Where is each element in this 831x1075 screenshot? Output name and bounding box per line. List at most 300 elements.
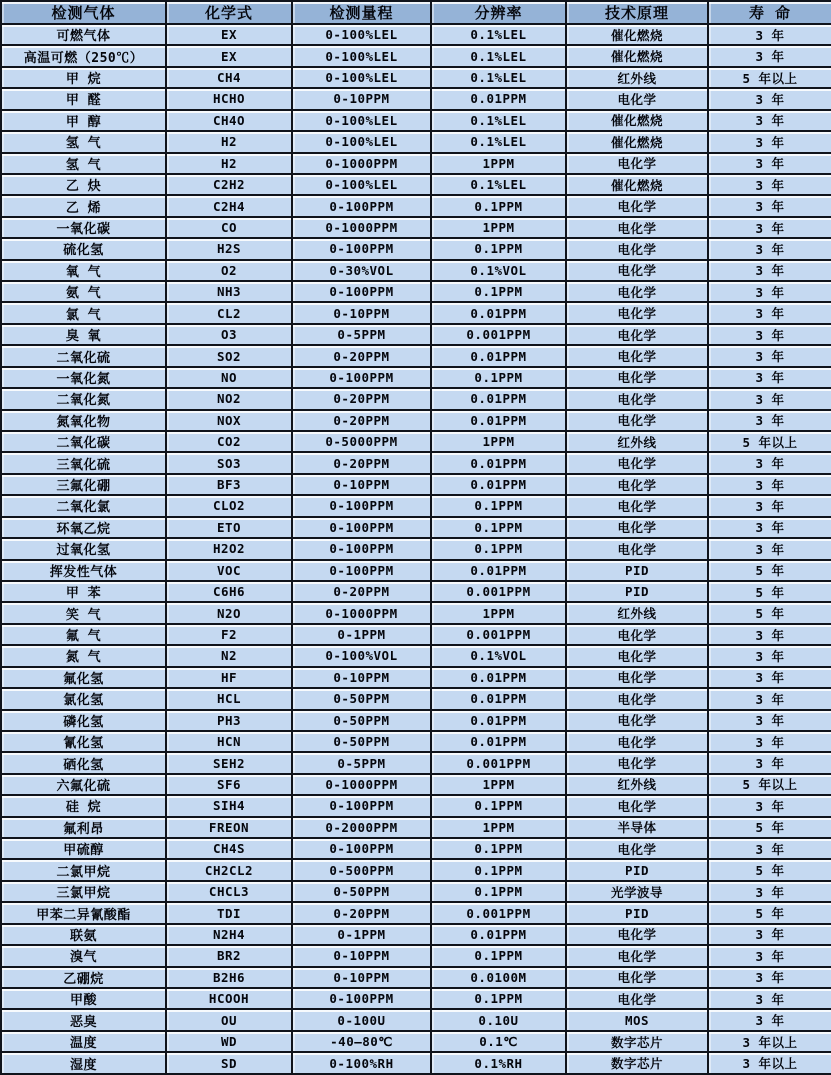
principle-cell: 电化学 — [566, 710, 708, 731]
lifespan-cell: 5 年 — [708, 560, 831, 581]
resolution-cell: 0.1PPM — [431, 988, 566, 1009]
gas-name-cell: 氟化氢 — [1, 667, 166, 688]
table-row — [1, 967, 831, 988]
lifespan-cell: 3 年 — [708, 688, 831, 709]
table-row — [1, 153, 831, 174]
gas-name-cell: 甲 苯 — [1, 581, 166, 602]
resolution-cell: 0.1%LEL — [431, 24, 566, 45]
column-header-resolution: 分辨率 — [431, 1, 566, 24]
resolution-cell: 0.01PPM — [431, 88, 566, 109]
principle-cell: 红外线 — [566, 774, 708, 795]
resolution-cell: 0.10U — [431, 1009, 566, 1030]
principle-cell: 电化学 — [566, 410, 708, 431]
gas-name-cell: 湿度 — [1, 1052, 166, 1074]
table-row — [1, 774, 831, 795]
principle-cell: 电化学 — [566, 945, 708, 966]
gas-name-cell: 三氯甲烷 — [1, 881, 166, 902]
lifespan-cell: 3 年 — [708, 410, 831, 431]
table-row — [1, 281, 831, 302]
table-row — [1, 260, 831, 281]
table-row — [1, 110, 831, 131]
lifespan-cell: 3 年 — [708, 281, 831, 302]
principle-cell: 电化学 — [566, 624, 708, 645]
resolution-cell: 0.0100M — [431, 967, 566, 988]
principle-cell: PID — [566, 902, 708, 923]
lifespan-cell: 3 年 — [708, 838, 831, 859]
formula-cell: HCOOH — [166, 988, 292, 1009]
resolution-cell: 1PPM — [431, 217, 566, 238]
gas-name-cell: 氯 气 — [1, 302, 166, 323]
principle-cell: 电化学 — [566, 452, 708, 473]
table-row — [1, 495, 831, 516]
lifespan-cell: 5 年 — [708, 581, 831, 602]
resolution-cell: 0.1PPM — [431, 238, 566, 259]
lifespan-cell: 5 年以上 — [708, 67, 831, 88]
table-row — [1, 838, 831, 859]
lifespan-cell: 3 年 — [708, 645, 831, 666]
formula-cell: NO2 — [166, 388, 292, 409]
range-cell: 0-100%LEL — [292, 131, 431, 152]
lifespan-cell: 5 年 — [708, 902, 831, 923]
lifespan-cell: 3 年 — [708, 924, 831, 945]
lifespan-cell: 3 年 — [708, 324, 831, 345]
table-row — [1, 388, 831, 409]
formula-cell: WD — [166, 1031, 292, 1052]
table-row — [1, 667, 831, 688]
principle-cell: 催化燃烧 — [566, 24, 708, 45]
principle-cell: 红外线 — [566, 602, 708, 623]
principle-cell: 电化学 — [566, 924, 708, 945]
range-cell: 0-100%RH — [292, 1052, 431, 1074]
principle-cell: 电化学 — [566, 645, 708, 666]
principle-cell: 电化学 — [566, 838, 708, 859]
principle-cell: 催化燃烧 — [566, 174, 708, 195]
formula-cell: SIH4 — [166, 795, 292, 816]
range-cell: 0-100U — [292, 1009, 431, 1030]
table-row — [1, 795, 831, 816]
formula-cell: HF — [166, 667, 292, 688]
formula-cell: CH2CL2 — [166, 859, 292, 880]
lifespan-cell: 3 年 — [708, 45, 831, 66]
resolution-cell: 0.1PPM — [431, 881, 566, 902]
range-cell: 0-100PPM — [292, 281, 431, 302]
table-row — [1, 688, 831, 709]
range-cell: 0-1000PPM — [292, 217, 431, 238]
principle-cell: 电化学 — [566, 388, 708, 409]
range-cell: 0-50PPM — [292, 688, 431, 709]
range-cell: 0-30%VOL — [292, 260, 431, 281]
resolution-cell: 0.1%LEL — [431, 45, 566, 66]
resolution-cell: 0.01PPM — [431, 474, 566, 495]
formula-cell: NH3 — [166, 281, 292, 302]
lifespan-cell: 3 年 — [708, 795, 831, 816]
lifespan-cell: 3 年 — [708, 217, 831, 238]
principle-cell: 电化学 — [566, 688, 708, 709]
formula-cell: ETO — [166, 517, 292, 538]
principle-cell: PID — [566, 859, 708, 880]
formula-cell: CO — [166, 217, 292, 238]
range-cell: 0-100%LEL — [292, 45, 431, 66]
gas-name-cell: 臭 氧 — [1, 324, 166, 345]
table-row — [1, 581, 831, 602]
table-row — [1, 45, 831, 66]
formula-cell: CO2 — [166, 431, 292, 452]
resolution-cell: 0.001PPM — [431, 324, 566, 345]
range-cell: 0-1000PPM — [292, 602, 431, 623]
resolution-cell: 0.01PPM — [431, 302, 566, 323]
lifespan-cell: 3 年 — [708, 388, 831, 409]
resolution-cell: 0.1℃ — [431, 1031, 566, 1052]
lifespan-cell: 5 年 — [708, 817, 831, 838]
resolution-cell: 1PPM — [431, 602, 566, 623]
range-cell: 0-2000PPM — [292, 817, 431, 838]
formula-cell: BF3 — [166, 474, 292, 495]
gas-name-cell: 甲 烷 — [1, 67, 166, 88]
gas-name-cell: 联氨 — [1, 924, 166, 945]
formula-cell: CHCL3 — [166, 881, 292, 902]
resolution-cell: 0.001PPM — [431, 581, 566, 602]
table-row — [1, 345, 831, 366]
table-row — [1, 538, 831, 559]
column-header-formula: 化学式 — [166, 1, 292, 24]
gas-name-cell: 挥发性气体 — [1, 560, 166, 581]
resolution-cell: 0.01PPM — [431, 388, 566, 409]
lifespan-cell: 3 年 — [708, 667, 831, 688]
table-row — [1, 195, 831, 216]
resolution-cell: 0.01PPM — [431, 688, 566, 709]
range-cell: 0-100PPM — [292, 517, 431, 538]
lifespan-cell: 3 年 — [708, 474, 831, 495]
resolution-cell: 1PPM — [431, 817, 566, 838]
formula-cell: H2O2 — [166, 538, 292, 559]
range-cell: 0-10PPM — [292, 88, 431, 109]
table-row — [1, 560, 831, 581]
table-row — [1, 731, 831, 752]
table-row — [1, 881, 831, 902]
principle-cell: 光学波导 — [566, 881, 708, 902]
principle-cell: 半导体 — [566, 817, 708, 838]
table-row — [1, 752, 831, 773]
formula-cell: B2H6 — [166, 967, 292, 988]
table-row — [1, 602, 831, 623]
gas-name-cell: 二氧化碳 — [1, 431, 166, 452]
range-cell: -40—80℃ — [292, 1031, 431, 1052]
gas-name-cell: 氧 气 — [1, 260, 166, 281]
range-cell: 0-100PPM — [292, 495, 431, 516]
table-row — [1, 367, 831, 388]
gas-name-cell: 二氧化硫 — [1, 345, 166, 366]
table-row — [1, 238, 831, 259]
resolution-cell: 0.01PPM — [431, 345, 566, 366]
gas-name-cell: 三氧化硫 — [1, 452, 166, 473]
gas-name-cell: 硫化氢 — [1, 238, 166, 259]
formula-cell: CLO2 — [166, 495, 292, 516]
formula-cell: HCHO — [166, 88, 292, 109]
gas-name-cell: 氟利昂 — [1, 817, 166, 838]
gas-name-cell: 磷化氢 — [1, 710, 166, 731]
principle-cell: MOS — [566, 1009, 708, 1030]
table-row — [1, 302, 831, 323]
table-row — [1, 902, 831, 923]
lifespan-cell: 3 年 — [708, 302, 831, 323]
table-row — [1, 924, 831, 945]
formula-cell: HCL — [166, 688, 292, 709]
resolution-cell: 0.1%VOL — [431, 260, 566, 281]
gas-name-cell: 甲酸 — [1, 988, 166, 1009]
principle-cell: 电化学 — [566, 538, 708, 559]
table-row — [1, 517, 831, 538]
range-cell: 0-10PPM — [292, 302, 431, 323]
gas-name-cell: 高温可燃（250℃） — [1, 45, 166, 66]
range-cell: 0-1000PPM — [292, 774, 431, 795]
table-row — [1, 174, 831, 195]
gas-name-cell: 过氧化氢 — [1, 538, 166, 559]
principle-cell: 电化学 — [566, 517, 708, 538]
principle-cell: 电化学 — [566, 324, 708, 345]
gas-name-cell: 硅 烷 — [1, 795, 166, 816]
lifespan-cell: 3 年 — [708, 988, 831, 1009]
principle-cell: 电化学 — [566, 988, 708, 1009]
lifespan-cell: 3 年 — [708, 174, 831, 195]
table-row — [1, 1052, 831, 1074]
formula-cell: FREON — [166, 817, 292, 838]
lifespan-cell: 3 年 — [708, 710, 831, 731]
gas-name-cell: 氟 气 — [1, 624, 166, 645]
principle-cell: 电化学 — [566, 260, 708, 281]
formula-cell: TDI — [166, 902, 292, 923]
formula-cell: N2 — [166, 645, 292, 666]
range-cell: 0-100PPM — [292, 988, 431, 1009]
gas-name-cell: 二氧化氮 — [1, 388, 166, 409]
formula-cell: BR2 — [166, 945, 292, 966]
range-cell: 0-20PPM — [292, 345, 431, 366]
principle-cell: PID — [566, 560, 708, 581]
range-cell: 0-500PPM — [292, 859, 431, 880]
lifespan-cell: 3 年 — [708, 731, 831, 752]
formula-cell: CH4 — [166, 67, 292, 88]
gas-name-cell: 环氧乙烷 — [1, 517, 166, 538]
resolution-cell: 0.01PPM — [431, 560, 566, 581]
principle-cell: 催化燃烧 — [566, 131, 708, 152]
gas-name-cell: 氮 气 — [1, 645, 166, 666]
range-cell: 0-20PPM — [292, 581, 431, 602]
lifespan-cell: 3 年 — [708, 517, 831, 538]
formula-cell: H2 — [166, 153, 292, 174]
lifespan-cell: 5 年 — [708, 602, 831, 623]
gas-name-cell: 溴气 — [1, 945, 166, 966]
lifespan-cell: 3 年 — [708, 1009, 831, 1030]
lifespan-cell: 3 年 — [708, 945, 831, 966]
formula-cell: HCN — [166, 731, 292, 752]
lifespan-cell: 3 年以上 — [708, 1052, 831, 1074]
range-cell: 0-100PPM — [292, 195, 431, 216]
range-cell: 0-1000PPM — [292, 153, 431, 174]
resolution-cell: 0.01PPM — [431, 667, 566, 688]
range-cell: 0-10PPM — [292, 667, 431, 688]
formula-cell: N2H4 — [166, 924, 292, 945]
resolution-cell: 0.01PPM — [431, 452, 566, 473]
lifespan-cell: 3 年 — [708, 345, 831, 366]
formula-cell: C2H4 — [166, 195, 292, 216]
principle-cell: 电化学 — [566, 367, 708, 388]
principle-cell: PID — [566, 581, 708, 602]
formula-cell: EX — [166, 24, 292, 45]
resolution-cell: 0.1PPM — [431, 795, 566, 816]
table-row — [1, 624, 831, 645]
gas-name-cell: 三氟化硼 — [1, 474, 166, 495]
gas-name-cell: 氰化氢 — [1, 731, 166, 752]
table-row — [1, 859, 831, 880]
lifespan-cell: 3 年 — [708, 88, 831, 109]
principle-cell: 电化学 — [566, 967, 708, 988]
resolution-cell: 0.1%LEL — [431, 131, 566, 152]
resolution-cell: 1PPM — [431, 153, 566, 174]
resolution-cell: 0.1%LEL — [431, 174, 566, 195]
table-body — [1, 24, 831, 1074]
resolution-cell: 0.1PPM — [431, 945, 566, 966]
principle-cell: 电化学 — [566, 153, 708, 174]
gas-name-cell: 甲硫醇 — [1, 838, 166, 859]
lifespan-cell: 3 年 — [708, 24, 831, 45]
principle-cell: 电化学 — [566, 302, 708, 323]
formula-cell: OU — [166, 1009, 292, 1030]
formula-cell: VOC — [166, 560, 292, 581]
range-cell: 0-100PPM — [292, 560, 431, 581]
formula-cell: H2 — [166, 131, 292, 152]
formula-cell: SD — [166, 1052, 292, 1074]
gas-name-cell: 一氧化碳 — [1, 217, 166, 238]
gas-name-cell: 二氯甲烷 — [1, 859, 166, 880]
lifespan-cell: 3 年 — [708, 131, 831, 152]
gas-name-cell: 一氧化氮 — [1, 367, 166, 388]
lifespan-cell: 3 年 — [708, 624, 831, 645]
resolution-cell: 0.1PPM — [431, 367, 566, 388]
formula-cell: CH4O — [166, 110, 292, 131]
lifespan-cell: 3 年 — [708, 153, 831, 174]
column-header-principle: 技术原理 — [566, 1, 708, 24]
range-cell: 0-5PPM — [292, 324, 431, 345]
gas-name-cell: 乙 烯 — [1, 195, 166, 216]
range-cell: 0-50PPM — [292, 731, 431, 752]
formula-cell: PH3 — [166, 710, 292, 731]
formula-cell: SEH2 — [166, 752, 292, 773]
resolution-cell: 0.1PPM — [431, 838, 566, 859]
principle-cell: 电化学 — [566, 238, 708, 259]
gas-name-cell: 六氟化硫 — [1, 774, 166, 795]
gas-name-cell: 甲 醛 — [1, 88, 166, 109]
range-cell: 0-100PPM — [292, 538, 431, 559]
principle-cell: 电化学 — [566, 752, 708, 773]
principle-cell: 催化燃烧 — [566, 110, 708, 131]
gas-name-cell: 氢 气 — [1, 153, 166, 174]
range-cell: 0-100PPM — [292, 367, 431, 388]
column-header-range: 检测量程 — [292, 1, 431, 24]
table-row — [1, 131, 831, 152]
principle-cell: 电化学 — [566, 474, 708, 495]
formula-cell: CH4S — [166, 838, 292, 859]
gas-name-cell: 甲苯二异氰酸酯 — [1, 902, 166, 923]
resolution-cell: 0.1PPM — [431, 495, 566, 516]
table-row — [1, 410, 831, 431]
lifespan-cell: 5 年以上 — [708, 774, 831, 795]
principle-cell: 电化学 — [566, 195, 708, 216]
table-row — [1, 817, 831, 838]
table-row — [1, 988, 831, 1009]
resolution-cell: 1PPM — [431, 431, 566, 452]
gas-name-cell: 温度 — [1, 1031, 166, 1052]
lifespan-cell: 5 年以上 — [708, 431, 831, 452]
formula-cell: H2S — [166, 238, 292, 259]
table-row — [1, 431, 831, 452]
principle-cell: 红外线 — [566, 67, 708, 88]
formula-cell: NO — [166, 367, 292, 388]
resolution-cell: 0.01PPM — [431, 710, 566, 731]
lifespan-cell: 3 年 — [708, 260, 831, 281]
range-cell: 0-100PPM — [292, 838, 431, 859]
lifespan-cell: 3 年以上 — [708, 1031, 831, 1052]
range-cell: 0-10PPM — [292, 945, 431, 966]
formula-cell: N2O — [166, 602, 292, 623]
resolution-cell: 0.1%RH — [431, 1052, 566, 1074]
gas-name-cell: 恶臭 — [1, 1009, 166, 1030]
resolution-cell: 0.1PPM — [431, 195, 566, 216]
formula-cell: EX — [166, 45, 292, 66]
range-cell: 0-5PPM — [292, 752, 431, 773]
table-row — [1, 452, 831, 473]
gas-name-cell: 甲 醇 — [1, 110, 166, 131]
table-row — [1, 1031, 831, 1052]
gas-name-cell: 笑 气 — [1, 602, 166, 623]
gas-name-cell: 二氧化氯 — [1, 495, 166, 516]
table-row — [1, 217, 831, 238]
principle-cell: 数字芯片 — [566, 1052, 708, 1074]
resolution-cell: 0.01PPM — [431, 731, 566, 752]
range-cell: 0-100PPM — [292, 795, 431, 816]
range-cell: 0-100PPM — [292, 238, 431, 259]
formula-cell: O2 — [166, 260, 292, 281]
lifespan-cell: 3 年 — [708, 495, 831, 516]
resolution-cell: 0.1PPM — [431, 859, 566, 880]
header-row — [1, 1, 831, 24]
resolution-cell: 0.001PPM — [431, 902, 566, 923]
principle-cell: 电化学 — [566, 731, 708, 752]
lifespan-cell: 3 年 — [708, 538, 831, 559]
gas-name-cell: 乙硼烷 — [1, 967, 166, 988]
formula-cell: NOX — [166, 410, 292, 431]
column-header-gas: 检测气体 — [1, 1, 166, 24]
table-row — [1, 24, 831, 45]
gas-name-cell: 可燃气体 — [1, 24, 166, 45]
range-cell: 0-1PPM — [292, 924, 431, 945]
gas-name-cell: 氢 气 — [1, 131, 166, 152]
table-row — [1, 88, 831, 109]
formula-cell: SO3 — [166, 452, 292, 473]
principle-cell: 电化学 — [566, 345, 708, 366]
resolution-cell: 0.001PPM — [431, 624, 566, 645]
resolution-cell: 0.1%LEL — [431, 110, 566, 131]
gas-name-cell: 硒化氢 — [1, 752, 166, 773]
resolution-cell: 0.1PPM — [431, 517, 566, 538]
range-cell: 0-100%LEL — [292, 24, 431, 45]
gas-name-cell: 氯化氢 — [1, 688, 166, 709]
range-cell: 0-10PPM — [292, 474, 431, 495]
formula-cell: C2H2 — [166, 174, 292, 195]
formula-cell: F2 — [166, 624, 292, 645]
range-cell: 0-20PPM — [292, 902, 431, 923]
range-cell: 0-100%LEL — [292, 67, 431, 88]
gas-name-cell: 乙 炔 — [1, 174, 166, 195]
resolution-cell: 0.001PPM — [431, 752, 566, 773]
